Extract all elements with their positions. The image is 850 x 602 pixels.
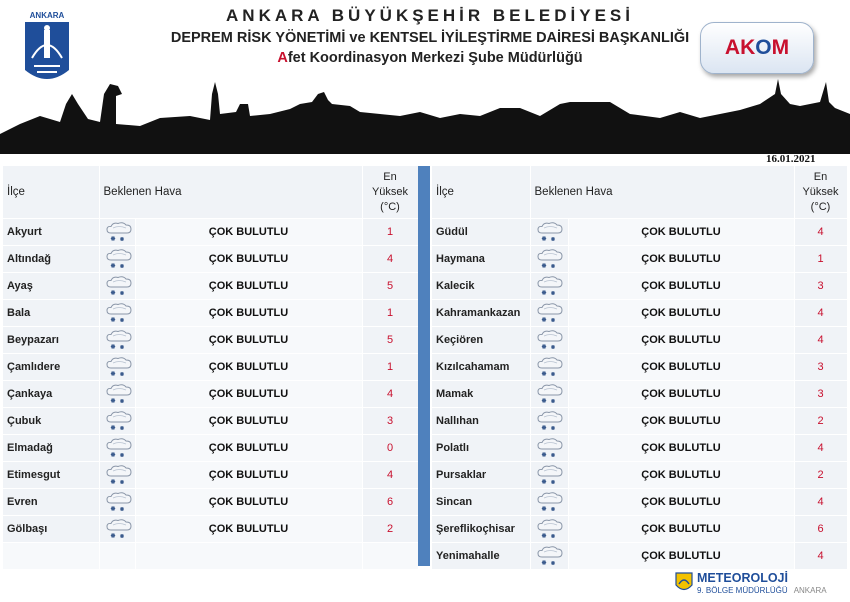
table-row — [3, 354, 418, 381]
svg-text:ANKARA: ANKARA — [29, 11, 65, 20]
weather-icon-cell — [530, 516, 568, 543]
weather-header: Beklenen Hava — [530, 166, 794, 219]
table-row — [3, 273, 418, 300]
max-temperature: 3 — [794, 381, 847, 408]
max-temperature: 3 — [794, 273, 847, 300]
district-name: Akyurt — [3, 219, 99, 246]
cloud-snow-icon — [102, 220, 136, 244]
district-name: Evren — [3, 489, 99, 516]
weather-icon-cell — [99, 354, 135, 381]
weather-description: ÇOK BULUTLU — [568, 381, 794, 408]
weather-description: ÇOK BULUTLU — [568, 516, 794, 543]
akom-logo: AKOM — [700, 22, 814, 74]
weather-description: ÇOK BULUTLU — [135, 381, 362, 408]
right-forecast-table — [432, 166, 848, 570]
max-temperature: 1 — [794, 246, 847, 273]
table-row — [432, 408, 847, 435]
cloud-snow-icon — [533, 436, 567, 460]
cloud-snow-icon — [533, 490, 567, 514]
max-temperature: 6 — [794, 516, 847, 543]
table-row — [432, 273, 847, 300]
table-row — [3, 327, 418, 354]
empty-cell — [362, 543, 418, 570]
district-name: Polatlı — [432, 435, 530, 462]
max-temperature: 6 — [362, 489, 418, 516]
max-temperature: 4 — [362, 462, 418, 489]
weather-description: ÇOK BULUTLU — [568, 408, 794, 435]
cloud-snow-icon — [102, 517, 136, 541]
table-row — [432, 300, 847, 327]
weather-description: ÇOK BULUTLU — [568, 300, 794, 327]
weather-description: ÇOK BULUTLU — [568, 489, 794, 516]
weather-icon-cell — [99, 435, 135, 462]
meteorology-title: METEOROLOJİ — [697, 571, 788, 585]
district-name: Gölbaşı — [3, 516, 99, 543]
district-name: Çankaya — [3, 381, 99, 408]
weather-icon-cell — [530, 327, 568, 354]
table-row — [3, 489, 418, 516]
table-row — [432, 354, 847, 381]
district-name: Etimesgut — [3, 462, 99, 489]
weather-header: Beklenen Hava — [99, 166, 362, 219]
weather-icon-cell — [99, 462, 135, 489]
max-temperature: 4 — [362, 246, 418, 273]
weather-icon-cell — [99, 273, 135, 300]
cloud-snow-icon — [102, 463, 136, 487]
table-row — [432, 516, 847, 543]
cloud-snow-icon — [102, 301, 136, 325]
table-row — [432, 327, 847, 354]
meteorology-emblem-icon — [675, 572, 693, 594]
cloud-snow-icon — [102, 382, 136, 406]
district-name: Şereflikoçhisar — [432, 516, 530, 543]
max-temperature: 1 — [362, 219, 418, 246]
district-name: Kahramankazan — [432, 300, 530, 327]
cloud-snow-icon — [533, 301, 567, 325]
max-temp-header: En Yüksek (°C) — [794, 166, 847, 219]
weather-icon-cell — [530, 462, 568, 489]
empty-cell — [99, 543, 135, 570]
cloud-snow-icon — [533, 274, 567, 298]
table-row — [3, 246, 418, 273]
empty-cell — [3, 543, 99, 570]
table-row — [432, 219, 847, 246]
max-temperature: 4 — [794, 300, 847, 327]
weather-description: ÇOK BULUTLU — [135, 489, 362, 516]
district-header: İlçe — [432, 166, 530, 219]
max-temperature: 2 — [794, 462, 847, 489]
cloud-snow-icon — [533, 517, 567, 541]
weather-description: ÇOK BULUTLU — [568, 273, 794, 300]
district-name: Yenimahalle — [432, 543, 530, 570]
table-row — [3, 543, 418, 570]
weather-icon-cell — [530, 246, 568, 273]
weather-description: ÇOK BULUTLU — [568, 219, 794, 246]
weather-icon-cell — [99, 408, 135, 435]
cloud-snow-icon — [102, 355, 136, 379]
weather-icon-cell — [99, 246, 135, 273]
cloud-snow-icon — [533, 220, 567, 244]
department-title: DEPREM RİSK YÖNETİMİ ve KENTSEL İYİLEŞTİRME DAİRESİ BAŞKANLIĞI — [170, 30, 690, 46]
table-row — [432, 246, 847, 273]
weather-icon-cell — [530, 381, 568, 408]
max-temperature: 0 — [362, 435, 418, 462]
weather-icon-cell — [530, 219, 568, 246]
max-temp-header: En Yüksek (°C) — [362, 166, 418, 219]
weather-icon-cell — [99, 300, 135, 327]
meteorology-subtitle: 9. BÖLGE MÜDÜRLÜĞÜ ANKARA — [697, 586, 827, 595]
district-name: Beypazarı — [3, 327, 99, 354]
cloud-snow-icon — [533, 409, 567, 433]
cloud-snow-icon — [102, 247, 136, 271]
table-row — [3, 516, 418, 543]
district-name: Çamlıdere — [3, 354, 99, 381]
weather-description: ÇOK BULUTLU — [568, 327, 794, 354]
table-row — [432, 543, 847, 570]
table-divider — [418, 166, 430, 566]
max-temperature: 4 — [794, 327, 847, 354]
district-name: Bala — [3, 300, 99, 327]
cloud-snow-icon — [533, 355, 567, 379]
table-row — [432, 489, 847, 516]
district-name: Kızılcahamam — [432, 354, 530, 381]
table-row — [432, 435, 847, 462]
meteorology-footer-logo — [675, 570, 827, 598]
municipality-title: ANKARA BÜYÜKŞEHİR BELEDİYESİ — [226, 6, 634, 25]
table-row — [432, 462, 847, 489]
header-titles — [150, 6, 710, 66]
district-name: Sincan — [432, 489, 530, 516]
cloud-snow-icon — [102, 490, 136, 514]
weather-icon-cell — [99, 219, 135, 246]
max-temperature: 3 — [362, 408, 418, 435]
report-date: 16.01.2021 — [766, 153, 816, 165]
max-temperature: 4 — [794, 543, 847, 570]
weather-description: ÇOK BULUTLU — [568, 435, 794, 462]
district-name: Pursaklar — [432, 462, 530, 489]
cloud-snow-icon — [533, 544, 567, 568]
page-header — [0, 0, 850, 160]
district-name: Altındağ — [3, 246, 99, 273]
ankara-skyline-silhouette — [0, 74, 850, 154]
table-row — [3, 219, 418, 246]
weather-icon-cell — [530, 435, 568, 462]
weather-description: ÇOK BULUTLU — [135, 462, 362, 489]
weather-icon-cell — [530, 408, 568, 435]
weather-icon-cell — [530, 300, 568, 327]
max-temperature: 2 — [362, 516, 418, 543]
max-temperature: 4 — [794, 219, 847, 246]
left-forecast-table — [3, 166, 419, 570]
table-header-row — [3, 166, 418, 219]
table-header-row — [432, 166, 847, 219]
district-name: Haymana — [432, 246, 530, 273]
table-row — [432, 381, 847, 408]
cloud-snow-icon — [533, 382, 567, 406]
district-header: İlçe — [3, 166, 99, 219]
district-name: Kalecik — [432, 273, 530, 300]
weather-description: ÇOK BULUTLU — [135, 354, 362, 381]
weather-description: ÇOK BULUTLU — [568, 354, 794, 381]
max-temperature: 4 — [794, 489, 847, 516]
weather-icon-cell — [99, 489, 135, 516]
weather-description: ÇOK BULUTLU — [568, 462, 794, 489]
table-row — [3, 462, 418, 489]
max-temperature: 4 — [794, 435, 847, 462]
weather-icon-cell — [530, 489, 568, 516]
weather-icon-cell — [99, 327, 135, 354]
cloud-snow-icon — [533, 247, 567, 271]
table-row — [3, 300, 418, 327]
max-temperature: 2 — [794, 408, 847, 435]
weather-description: ÇOK BULUTLU — [135, 327, 362, 354]
weather-description: ÇOK BULUTLU — [135, 435, 362, 462]
cloud-snow-icon — [102, 409, 136, 433]
max-temperature: 5 — [362, 273, 418, 300]
district-name: Elmadağ — [3, 435, 99, 462]
district-name: Güdül — [432, 219, 530, 246]
weather-description: ÇOK BULUTLU — [568, 543, 794, 570]
weather-description: ÇOK BULUTLU — [135, 516, 362, 543]
weather-description: ÇOK BULUTLU — [135, 219, 362, 246]
table-row — [3, 408, 418, 435]
max-temperature: 1 — [362, 300, 418, 327]
cloud-snow-icon — [102, 274, 136, 298]
weather-description: ÇOK BULUTLU — [135, 300, 362, 327]
weather-icon-cell — [99, 381, 135, 408]
unit-title: Afet Koordinasyon Merkezi Şube Müdürlüğü — [277, 50, 583, 66]
weather-description: ÇOK BULUTLU — [135, 408, 362, 435]
cloud-snow-icon — [533, 328, 567, 352]
district-name: Mamak — [432, 381, 530, 408]
weather-icon-cell — [530, 543, 568, 570]
weather-description: ÇOK BULUTLU — [568, 246, 794, 273]
max-temperature: 4 — [362, 381, 418, 408]
cloud-snow-icon — [102, 436, 136, 460]
empty-cell — [135, 543, 362, 570]
weather-description: ÇOK BULUTLU — [135, 273, 362, 300]
district-name: Keçiören — [432, 327, 530, 354]
weather-description: ÇOK BULUTLU — [135, 246, 362, 273]
district-name: Ayaş — [3, 273, 99, 300]
weather-icon-cell — [530, 354, 568, 381]
table-row — [3, 435, 418, 462]
max-temperature: 3 — [794, 354, 847, 381]
cloud-snow-icon — [533, 463, 567, 487]
max-temperature: 5 — [362, 327, 418, 354]
max-temperature: 1 — [362, 354, 418, 381]
district-name: Çubuk — [3, 408, 99, 435]
district-name: Nallıhan — [432, 408, 530, 435]
weather-icon-cell — [99, 516, 135, 543]
cloud-snow-icon — [102, 328, 136, 352]
table-row — [3, 381, 418, 408]
weather-icon-cell — [530, 273, 568, 300]
